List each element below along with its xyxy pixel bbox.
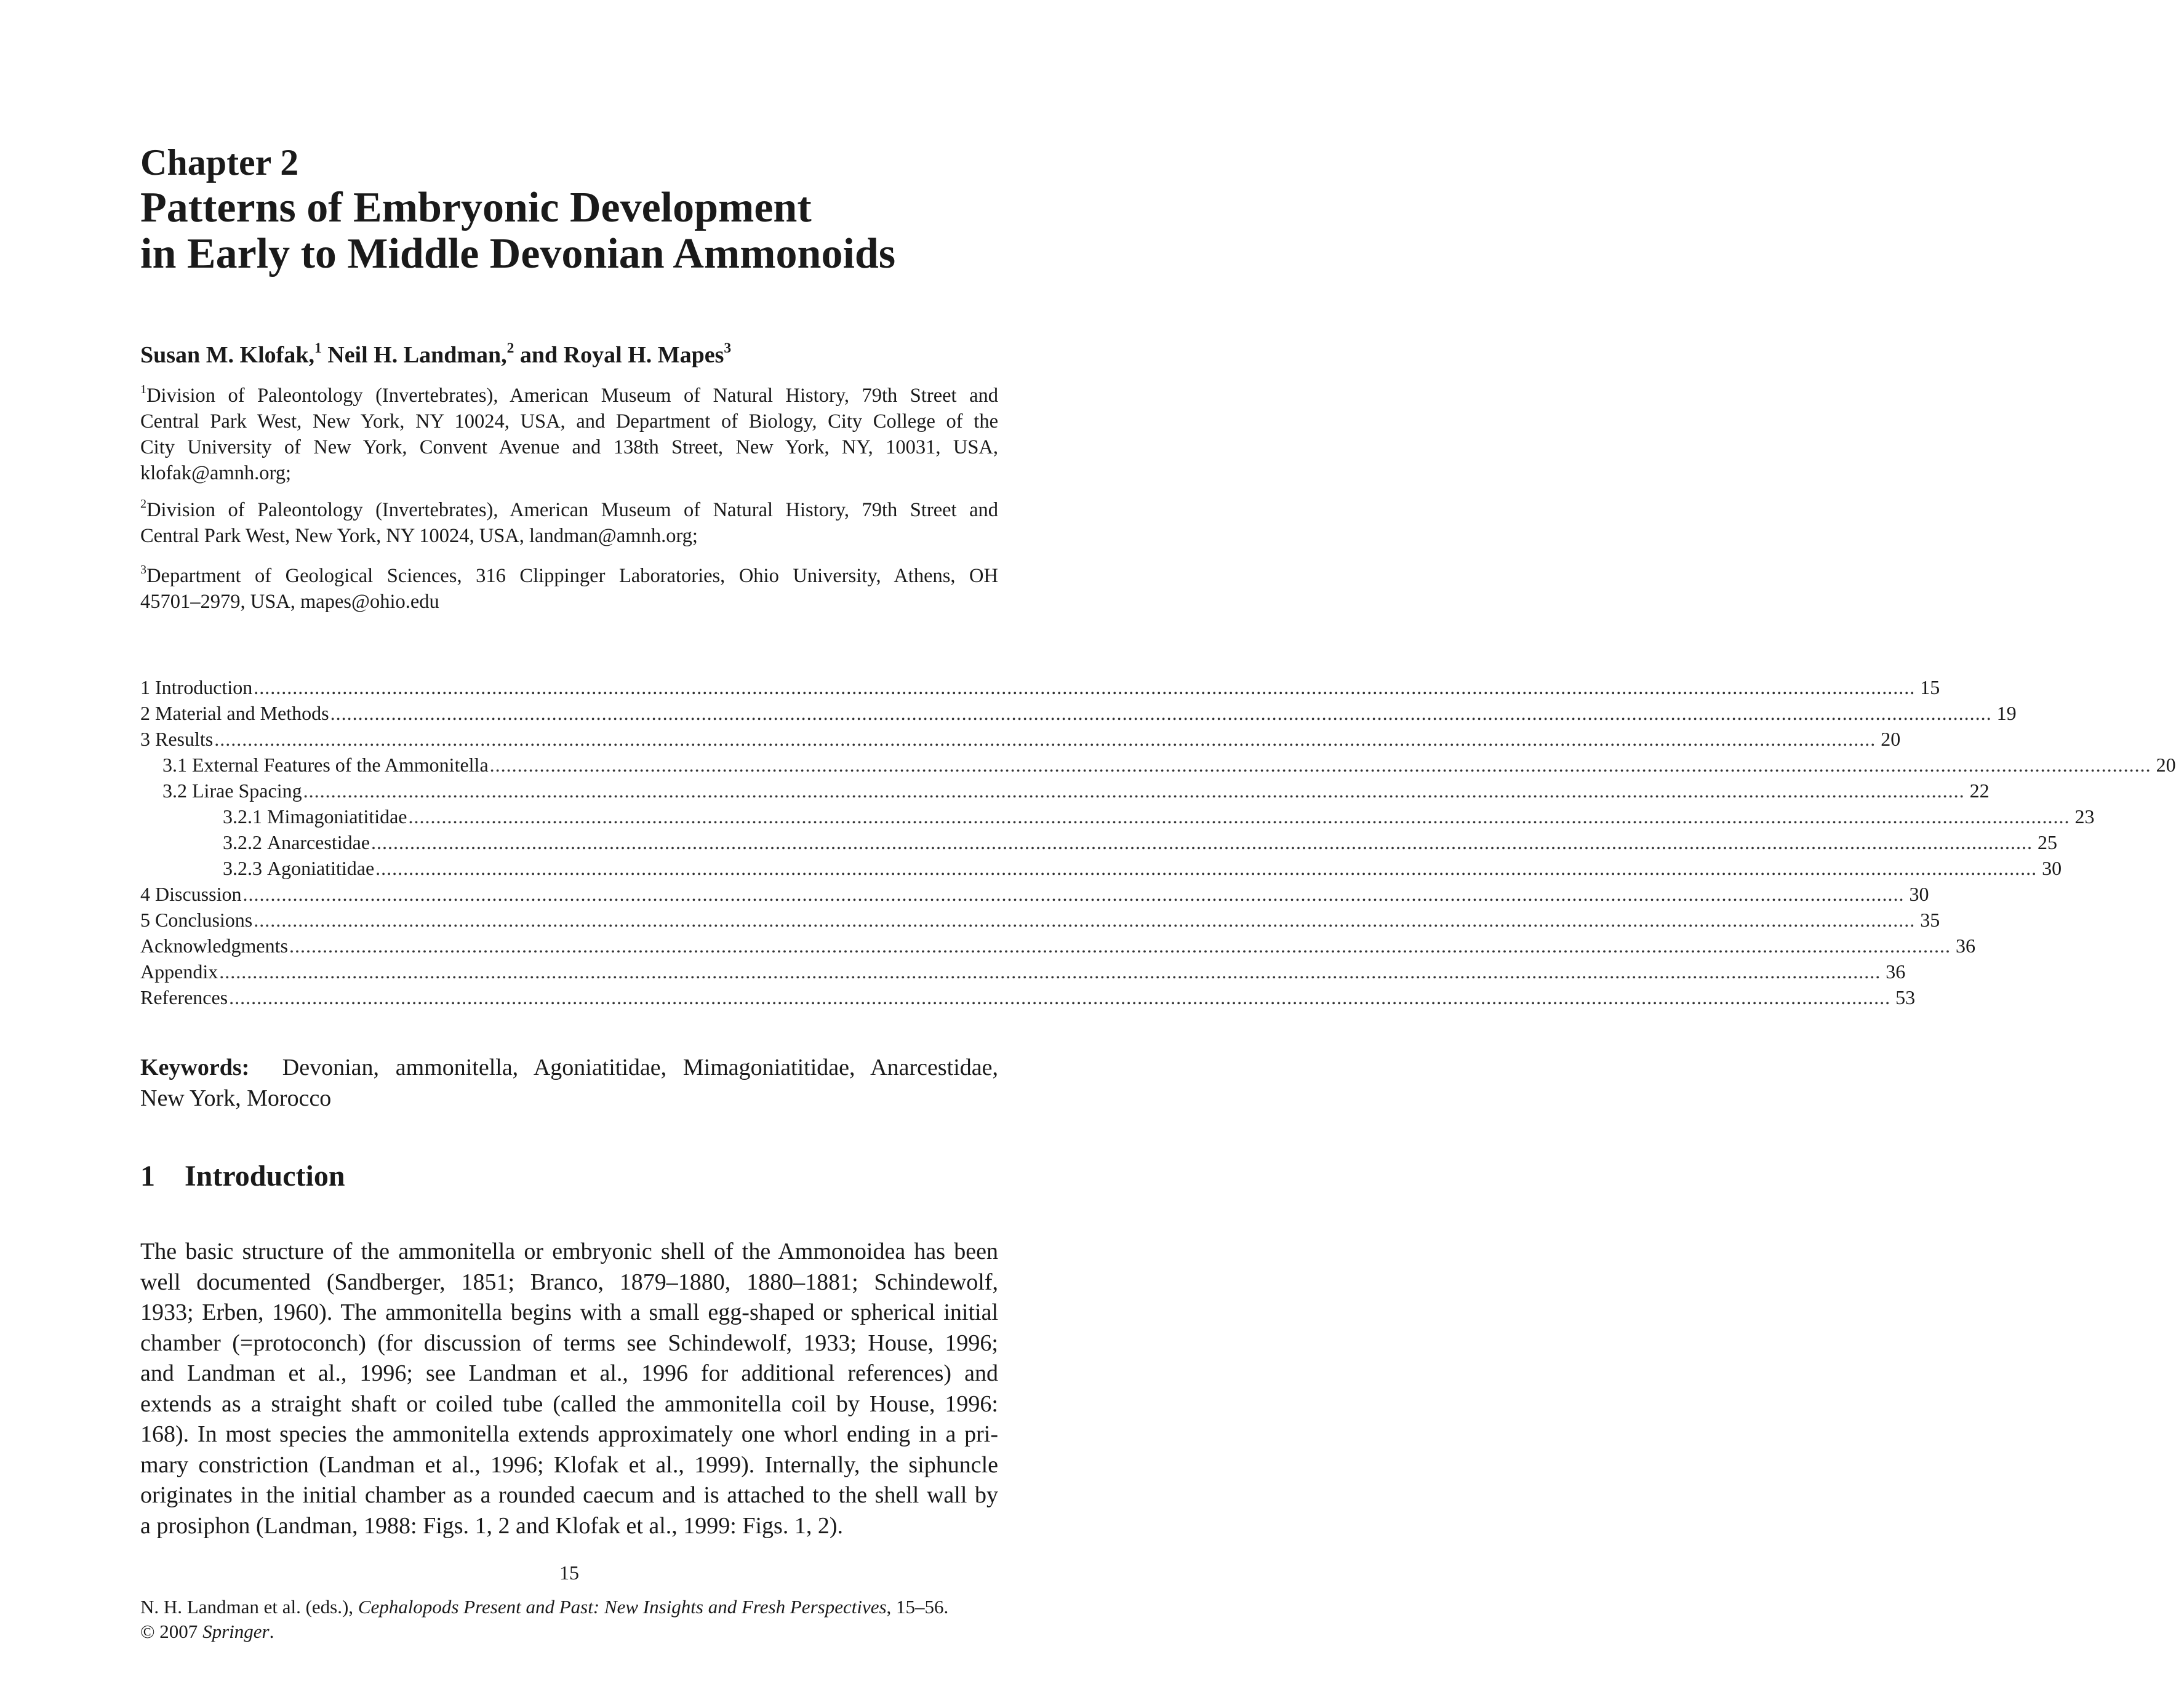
body-text-line: well documented (Sandberger, 1851; Branco, 1879–1880, 1880–1881; Schindewolf, (140, 1269, 998, 1295)
body-text-line: and Landman et al., 1996; see Landman et al., 1996 for additional references) and (140, 1360, 998, 1386)
section-heading (140, 1158, 345, 1195)
toc-entry-label: Results (155, 728, 214, 750)
toc-leader-dots: ............................................................................................................................................................................................................................................................................................................ (375, 857, 2038, 879)
toc-entry-label: Agoniatitidae (267, 857, 375, 879)
toc-leader-dots: ............................................................................................................................................................................................................................................................................................................ (229, 986, 1891, 1008)
toc-entry[interactable] (140, 829, 2058, 855)
toc-entry-number: 3 (140, 728, 150, 750)
toc-entry[interactable] (140, 752, 2176, 778)
toc-entry-page: 22 (1969, 780, 1990, 802)
toc-entry[interactable] (140, 959, 1906, 984)
toc-entry-label: References (140, 986, 228, 1008)
toc-entry[interactable] (140, 855, 2062, 881)
body-paragraph (140, 1237, 998, 1541)
toc-entry-label: External Features of the Ammonitella (192, 754, 489, 776)
body-text-line: extends as a straight shaft or coiled tube (called the ammonitella coil by House, 1996: (140, 1391, 998, 1417)
section-title: Introduction (185, 1160, 345, 1192)
affiliation-line: 45701–2979, USA, mapes@ohio.edu (140, 591, 439, 613)
toc-entry[interactable] (140, 933, 1975, 959)
toc-entry-page: 53 (1895, 986, 1916, 1008)
toc-entry[interactable] (140, 674, 1940, 700)
footer-publisher: Springer (202, 1621, 270, 1642)
page-number: 15 (559, 1562, 579, 1584)
toc-entry[interactable] (140, 881, 1929, 907)
toc-entry-page: 20 (1881, 728, 1901, 750)
toc-entry-label: Appendix (140, 960, 218, 983)
toc-leader-dots: ............................................................................................................................................................................................................................................................................................................ (254, 676, 1916, 698)
toc-leader-dots: ............................................................................................................................................................................................................................................................................................................ (219, 960, 1881, 983)
footer-citation-suffix: , 15–56. (886, 1596, 949, 1618)
toc-entry-label: Material and Methods (155, 702, 329, 724)
body-text-line: The basic structure of the ammonitella or embryonic shell of the Ammonoidea has been (140, 1239, 998, 1264)
toc-leader-dots: ............................................................................................................................................................................................................................................................................................................ (242, 883, 1905, 905)
affiliation (140, 497, 998, 549)
toc-entry-number: 3.2.2 (223, 831, 262, 853)
footer-book-title: Cephalopods Present and Past: New Insights and Fresh Perspectives (358, 1596, 887, 1618)
affiliation-line: Central Park West, New York, NY 10024, USA, and Department of Biology, City College of the (140, 410, 998, 433)
toc-leader-dots: ............................................................................................................................................................................................................................................................................................................ (214, 728, 1876, 750)
toc-entry-page: 30 (1909, 883, 1929, 905)
footer-citation-prefix: N. H. Landman et al. (eds.), (140, 1596, 358, 1618)
toc-entry-label: Discussion (155, 883, 242, 905)
toc-entry-page: 25 (2038, 831, 2058, 853)
toc-entry-label: Introduction (155, 676, 253, 698)
affiliation-line: City University of New York, Convent Avenue and 138th Street, New York, NY, 10031, USA, (140, 436, 998, 458)
toc-entry-page: 36 (1886, 960, 1906, 983)
footer-copyright-suffix: . (269, 1621, 274, 1642)
toc-entry-page: 23 (2074, 805, 2095, 828)
footer-copyright-prefix: © 2007 (140, 1621, 203, 1642)
toc-leader-dots: ............................................................................................................................................................................................................................................................................................................ (289, 935, 1951, 957)
body-text-line: mary constriction (Landman et al., 1996; Klofak et al., 1999). Internally, the siphuncle (140, 1451, 998, 1478)
toc-entry-number: 3.2 (162, 780, 187, 802)
toc-entry-page: 15 (1920, 676, 1940, 698)
affiliation-line: Division of Paleontology (Invertebrates), American Museum of Natural History, 79th Street and (146, 385, 998, 407)
footer-copyright (140, 1619, 998, 1644)
affiliation (140, 383, 998, 486)
body-text-line: 168). In most species the ammonitella extends approximately one whorl ending in a pri- (140, 1421, 998, 1447)
toc-entry-label: Lirae Spacing (192, 780, 302, 802)
footer-citation (140, 1595, 998, 1619)
affiliation-line: Department of Geological Sciences, 316 Clippinger Laboratories, Ohio University, Athens, OH (146, 565, 998, 587)
author-list (140, 340, 731, 370)
toc-entry-page: 19 (1996, 702, 2017, 724)
toc-entry-page: 35 (1920, 909, 1940, 931)
toc-entry-number: 2 (140, 702, 150, 724)
chapter-title-line: Patterns of Embryonic Development (140, 184, 812, 231)
toc-entry-label: Mimagoniatitidae (267, 805, 407, 828)
toc-entry-number: 1 (140, 676, 150, 698)
toc-entry-number: 3.2.1 (223, 805, 262, 828)
page-footer (140, 1595, 998, 1644)
affiliation (140, 563, 998, 615)
toc-entry-page: 36 (1955, 935, 1975, 957)
toc-leader-dots: ............................................................................................................................................................................................................................................................................................................ (254, 909, 1916, 931)
toc-entry-label: Conclusions (155, 909, 253, 931)
keywords-text: New York, Morocco (140, 1085, 332, 1111)
affiliation-marker: 2 (140, 497, 147, 511)
toc-leader-dots: ............................................................................................................................................................................................................................................................................................................ (303, 780, 1965, 802)
keywords-block (140, 1052, 998, 1114)
chapter-title-line: in Early to Middle Devonian Ammonoids (140, 230, 896, 277)
body-text-line: a prosiphon (Landman, 1988: Figs. 1, 2 and Klofak et al., 1999: Figs. 1, 2). (140, 1512, 843, 1539)
toc-leader-dots: ............................................................................................................................................................................................................................................................................................................ (371, 831, 2033, 853)
section-number: 1 (140, 1160, 155, 1192)
affiliation-marker: 3 (140, 563, 147, 577)
toc-entry-number: 4 (140, 883, 150, 905)
affiliation-marker: 1 (140, 383, 147, 397)
toc-leader-dots: ............................................................................................................................................................................................................................................................................................................ (489, 754, 2151, 776)
table-of-contents (140, 674, 2176, 1010)
toc-entry[interactable] (140, 726, 1901, 752)
body-text-line: chamber (=protoconch) (for discussion of terms see Schindewolf, 1933; House, 1996; (140, 1330, 998, 1356)
toc-entry-page: 30 (2042, 857, 2062, 879)
keywords-label: Keywords: (140, 1055, 250, 1080)
keywords-text: Devonian, ammonitella, Agoniatitidae, Mimagoniatitidae, Anarcestidae, (282, 1055, 998, 1080)
affiliation-email: klofak@amnh.org; (140, 462, 292, 484)
toc-leader-dots: ............................................................................................................................................................................................................................................................................................................ (408, 805, 2070, 828)
toc-entry[interactable] (140, 804, 2095, 829)
body-text-line: originates in the initial chamber as a rounded caecum and is attached to the shell wall by (140, 1482, 998, 1508)
toc-entry[interactable] (140, 700, 2017, 726)
toc-entry-number: 3.1 (162, 754, 187, 776)
author-name: Neil H. Landman, (327, 342, 507, 368)
toc-entry[interactable] (140, 984, 1916, 1010)
toc-entry-number: 5 (140, 909, 150, 931)
author-name: Susan M. Klofak, (140, 342, 314, 368)
body-text-line: 1933; Erben, 1960). The ammonitella begins with a small egg-shaped or spherical initial (140, 1299, 998, 1325)
toc-entry-label: Acknowledgments (140, 935, 288, 957)
author-affiliation-marker: 2 (506, 340, 514, 356)
toc-entry-number: 3.2.3 (223, 857, 262, 879)
author-name: and Royal H. Mapes (519, 342, 724, 368)
affiliation-line: Central Park West, New York, NY 10024, USA, landman@amnh.org; (140, 525, 698, 547)
chapter-number: Chapter 2 (140, 142, 299, 183)
toc-entry[interactable] (140, 907, 1940, 933)
affiliation-line: Division of Paleontology (Invertebrates), American Museum of Natural History, 79th Street and (146, 499, 998, 521)
author-affiliation-marker: 1 (314, 340, 322, 356)
toc-entry-page: 20 (2156, 754, 2176, 776)
author-affiliation-marker: 3 (724, 340, 732, 356)
chapter-title (140, 185, 895, 277)
toc-entry-label: Anarcestidae (267, 831, 370, 853)
toc-entry[interactable] (140, 778, 1990, 804)
toc-leader-dots: ............................................................................................................................................................................................................................................................................................................ (330, 702, 1992, 724)
